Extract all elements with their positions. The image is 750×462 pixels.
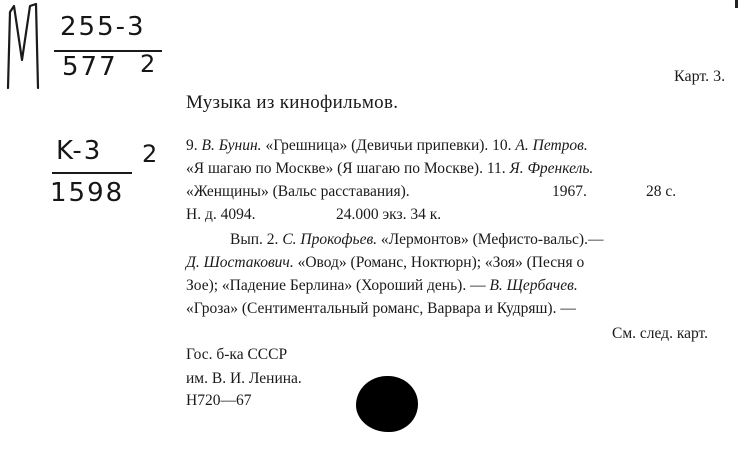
author-name: Д. Шостакович. — [186, 254, 294, 271]
card-number: Карт. 3. — [674, 68, 726, 85]
author-name: С. Прокофьев. — [282, 231, 378, 248]
author-name: Я. Френкель. — [509, 160, 594, 177]
text-segment: «Овод» (Романс, Ноктюрн); «Зоя» (Песня о — [293, 254, 585, 271]
publication-year: 1967. — [552, 183, 587, 200]
body-line-6 — [186, 255, 742, 271]
handwritten-m-mark — [0, 0, 44, 90]
text-segment: «Грешница» (Девичьи припевки). 10. — [261, 137, 516, 154]
handwritten-top-suffix: 2 — [140, 50, 158, 78]
page-count: 28 с. — [646, 183, 677, 200]
handwritten-mid-suffix: 2 — [142, 140, 160, 168]
author-name: В. Бунин. — [201, 137, 262, 154]
handwritten-mid-numerator: K-3 — [56, 136, 103, 166]
fraction-line-mid — [52, 172, 132, 174]
handwritten-mid-denominator: 1598 — [50, 178, 125, 208]
body-line-2 — [186, 161, 742, 177]
corner-mark — [735, 0, 738, 8]
body-line-1 — [186, 138, 742, 154]
text-segment: Вып. 2. — [230, 231, 283, 248]
author-name: А. Петров. — [515, 137, 588, 154]
handwritten-top-denominator: 577 — [62, 52, 118, 82]
ink-blot — [356, 376, 418, 432]
card-title: Музыка из кинофильмов. — [186, 92, 399, 113]
body-line-8 — [186, 301, 742, 317]
catalog-code: Н720—67 — [186, 392, 252, 409]
edition-number: Н. д. 4094. — [186, 206, 256, 223]
text-segment: «Гроза» (Сентиментальный романс, Варвара и Кудряш). — — [186, 300, 576, 317]
body-line-7 — [186, 278, 742, 294]
see-next-card: См. след. карт. — [612, 325, 709, 342]
handwritten-top-numerator: 255-3 — [60, 12, 146, 42]
text-segment: Зое); «Падение Берлина» (Хороший день). — — [186, 277, 490, 294]
library-name-line-1: Гос. б-ка СССР — [186, 346, 288, 363]
author-name: В. Щербачев. — [489, 277, 578, 294]
text-segment: «Лермонтов» (Мефисто-вальс).— — [377, 231, 604, 248]
text-segment: 9. — [186, 137, 202, 154]
body-line-3 — [186, 184, 410, 200]
text-segment: «Я шагаю по Москве» (Я шагаю по Москве). 11. — [186, 160, 510, 177]
text-segment: «Женщины» (Вальс расставания). — [186, 183, 410, 200]
library-name-line-2: им. В. И. Ленина. — [186, 370, 302, 387]
body-line-5 — [230, 232, 742, 248]
print-run: 24.000 экз. 34 к. — [336, 206, 442, 223]
